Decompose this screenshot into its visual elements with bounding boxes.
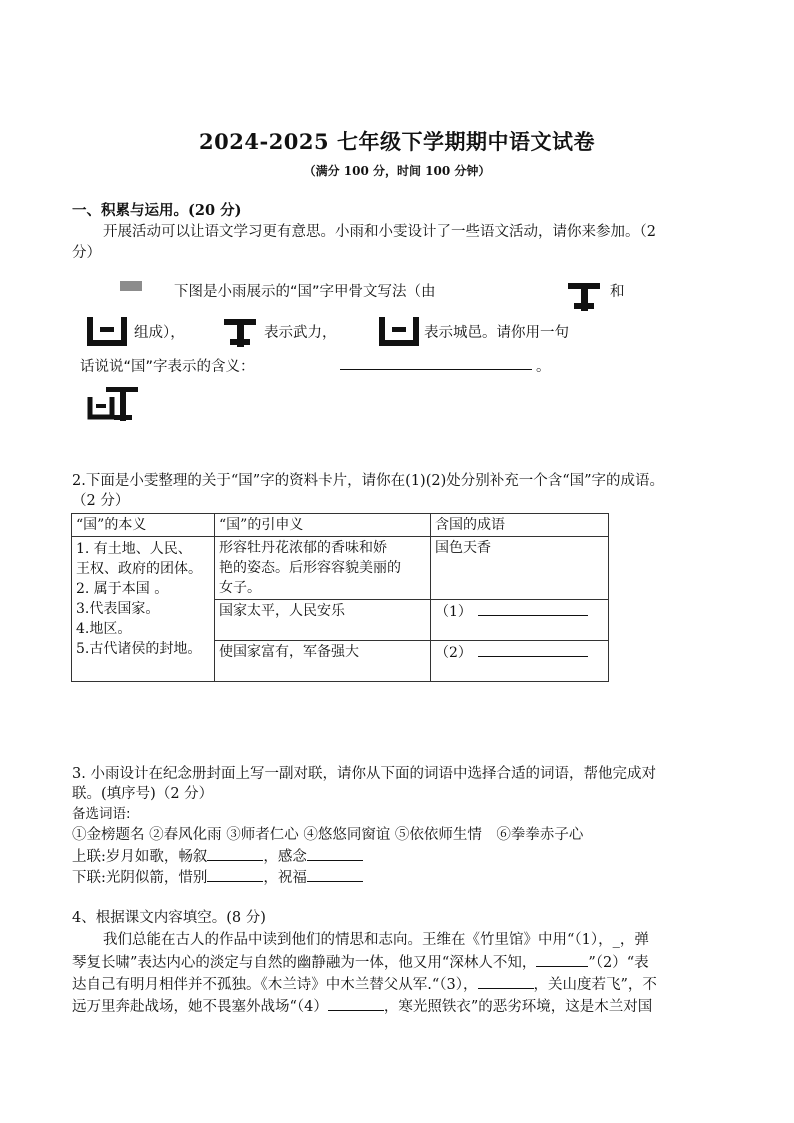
q3-line1: 3. 小雨设计在纪念册封面上写一副对联，请你从下面的词语中选择合适的词语，帮他完成对 xyxy=(72,766,656,782)
q4-line1: 我们总能在古人的作品中读到他们的情思和志向。王维在《竹里馆》中用“（1），_，弹 xyxy=(103,932,649,948)
q3-line2: 联。(填序号)（2 分） xyxy=(72,786,214,802)
idiom-cell: 国色天香 xyxy=(431,537,609,600)
q4-heading: 4、根据课文内容填空。(8 分) xyxy=(72,910,266,926)
guo-info-card-table xyxy=(71,513,609,682)
section1-intro-line1: 开展活动可以让语文学习更有意思。小雨和小雯设计了一些语文活动，请你来参加。（2 xyxy=(103,224,656,240)
idiom-answer-label: （2） xyxy=(435,645,472,661)
q3-options: ①金榜题名 ②春风化雨 ③师者仁心 ④悠悠同窗谊 ⑤依依师生情 ⑥拳拳赤子心 xyxy=(72,827,584,843)
q4-line3-text-a: 达自己有明月相伴并不孤独。《木兰诗》中木兰替父从军.“（3）， xyxy=(72,977,478,993)
oracle-weapon-glyph-icon xyxy=(564,275,604,313)
table-header-row xyxy=(72,514,609,537)
upper-couplet-text-b: ，感念 xyxy=(263,849,307,865)
table-header-cell: “国”的引申义 xyxy=(215,514,431,537)
upper-couplet-blank-1[interactable] xyxy=(207,846,263,861)
q3-upper-couplet xyxy=(72,846,732,867)
image-text-line1a: 下图是小雨展示的“国”字甲骨文写法（由 xyxy=(174,284,436,300)
image-text-line2c: 表示城邑。请你用一句 xyxy=(424,325,569,341)
image-text-line2a: 组成）， xyxy=(134,325,185,341)
original-meaning-line: 2. 属于本国 。 xyxy=(76,581,169,597)
lower-couplet-blank-2[interactable] xyxy=(307,867,363,882)
idiom-answer-label: （1） xyxy=(435,604,472,620)
lower-couplet-blank-1[interactable] xyxy=(207,867,263,882)
extended-meaning-line: 艳的姿态。后形容容貌美丽的 xyxy=(219,560,401,576)
oracle-guo-glyph-icon xyxy=(86,383,142,423)
meaning-answer-blank[interactable] xyxy=(340,369,532,370)
q4-line2-text-b: ”（2）“表 xyxy=(588,955,649,971)
image-text-line1b: 和 xyxy=(610,284,625,300)
extended-meaning-cell: 使国家富有，军备强大 xyxy=(215,641,431,682)
idiom-answer-cell-1 xyxy=(431,600,609,641)
oracle-city-glyph-icon xyxy=(86,315,128,347)
idiom-answer-blank-1[interactable] xyxy=(478,601,588,616)
page-subtitle: （满分 100 分，时间 100 分钟） xyxy=(303,164,491,178)
original-meaning-line: 5.古代诸侯的封地。 xyxy=(76,641,202,657)
upper-couplet-blank-2[interactable] xyxy=(307,846,363,861)
page-title: 2024-2025 七年级下学期期中语文试卷 xyxy=(199,129,595,154)
table-header-cell: “国”的本义 xyxy=(72,514,215,537)
q4-blank-3[interactable] xyxy=(478,974,534,989)
q3-line3: 备选词语: xyxy=(72,806,131,822)
oracle-bone-image xyxy=(78,275,638,425)
extended-meaning-line: 形容牡丹花浓郁的香味和娇 xyxy=(219,540,387,556)
table-header-cell: 含国的成语 xyxy=(431,514,609,537)
image-text-line3: 话说说“国”字表示的含义： xyxy=(80,359,255,375)
lower-couplet-text-a: 下联:光阴似箭，惜别 xyxy=(72,870,208,886)
q4-blank-2[interactable] xyxy=(536,952,588,967)
idiom-answer-cell-2 xyxy=(431,641,609,682)
image-text-line2b: 表示武力， xyxy=(264,325,337,341)
q2-line2: （2 分） xyxy=(72,493,130,509)
original-meaning-line: 1. 有土地、人民、 xyxy=(76,541,192,557)
idiom-answer-blank-2[interactable] xyxy=(478,642,588,657)
original-meaning-cell xyxy=(72,537,215,682)
lower-couplet-text-b: ，祝福 xyxy=(263,870,307,886)
q2-line1: 2.下面是小雯整理的关于“国”字的资料卡片，请你在(1)(2)处分别补充一个含“国”字的成语。 xyxy=(72,473,665,489)
gray-marker xyxy=(120,281,142,291)
original-meaning-line: 王权、政府的团体。 xyxy=(76,561,202,577)
q4-line3-text-b: ，关山度若飞”，不 xyxy=(533,977,657,993)
section1-intro-line2: 分） xyxy=(72,245,101,261)
extended-meaning-line: 女子。 xyxy=(219,580,261,596)
q3-lower-couplet xyxy=(72,867,732,888)
table-row xyxy=(72,537,609,600)
oracle-city-glyph-small-icon xyxy=(378,315,420,347)
original-meaning-line: 4.地区。 xyxy=(76,621,132,637)
image-text-line3-end: 。 xyxy=(536,359,551,375)
q4-line3 xyxy=(72,974,732,995)
upper-couplet-text-a: 上联:岁月如歌，畅叙 xyxy=(72,849,208,865)
q4-line2-text-a: 琴复长啸”表达内心的淡定与自然的幽静融为一体，他又用“深林人不知， xyxy=(72,955,537,971)
q4-line4-text-b: ，寒光照铁衣”的恶劣环境，这是木兰对国 xyxy=(383,999,653,1015)
q4-line4 xyxy=(72,996,732,1017)
original-meaning-line: 3.代表国家。 xyxy=(76,601,160,617)
oracle-weapon-glyph-small-icon xyxy=(220,311,260,349)
q4-blank-4[interactable] xyxy=(328,996,384,1011)
section1-heading: 一、积累与运用。(20 分) xyxy=(72,202,242,219)
extended-meaning-cell: 国家太平，人民安乐 xyxy=(215,600,431,641)
q4-line4-text-a: 远万里奔赴战场，她不畏塞外战场“（4） xyxy=(72,999,328,1015)
q4-line2 xyxy=(72,952,732,973)
extended-meaning-cell xyxy=(215,537,431,600)
